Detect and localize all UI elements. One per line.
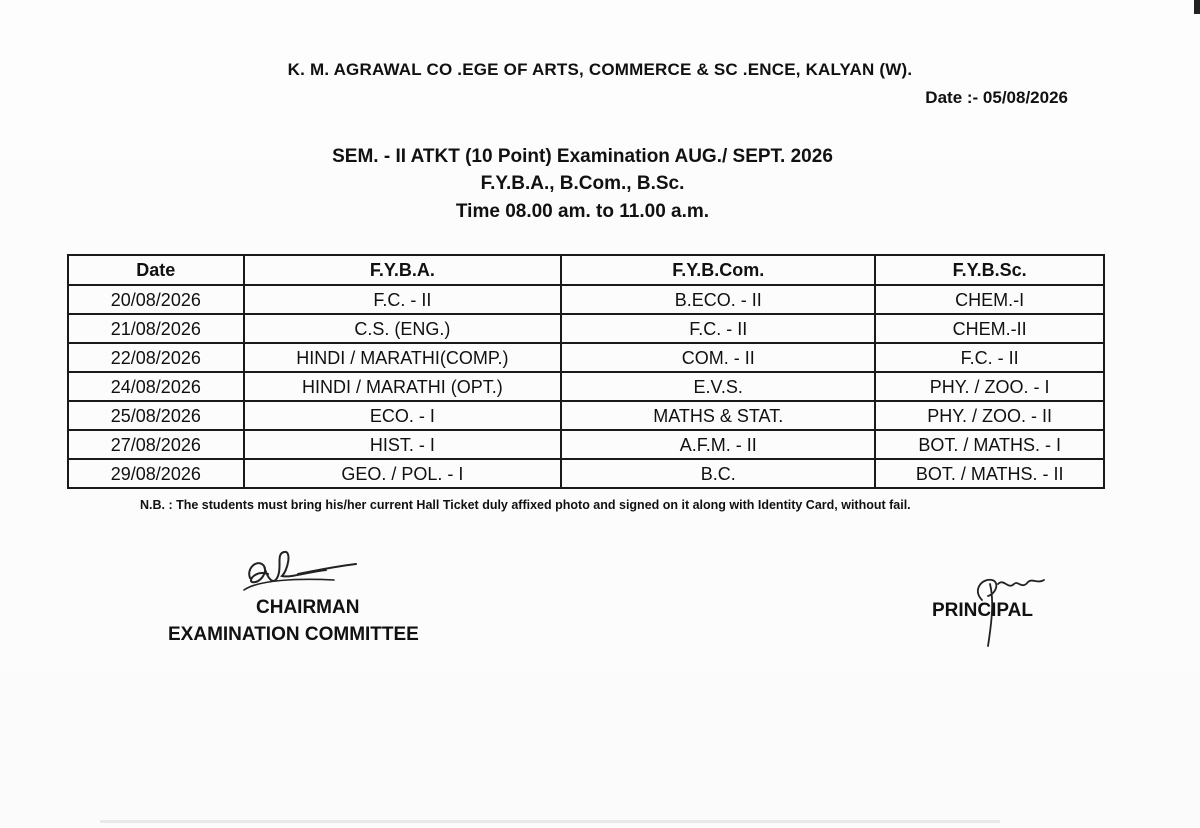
- cell-fyba: C.S. (ENG.): [244, 314, 562, 343]
- cell-date: 25/08/2026: [68, 401, 244, 430]
- cell-fyba: ECO. - I: [244, 401, 562, 430]
- cell-fybsc: BOT. / MATHS. - II: [875, 459, 1104, 488]
- cell-fybsc: BOT. / MATHS. - I: [875, 430, 1104, 459]
- exam-title: SEM. - II ATKT (10 Point) Examination AUG./ SEPT. 2026: [332, 146, 833, 167]
- cell-fybsc: F.C. - II: [875, 343, 1104, 372]
- notice-date: Date :- 05/08/2026: [925, 88, 1068, 107]
- cell-fybcom: F.C. - II: [561, 314, 875, 343]
- table-row: [68, 401, 1104, 430]
- cell-fybcom: B.C.: [561, 459, 875, 488]
- cell-fyba: HINDI / MARATHI(COMP.): [244, 343, 562, 372]
- column-header-date: Date: [68, 255, 244, 285]
- principal-title: PRINCIPAL: [932, 600, 1033, 621]
- cell-fyba: GEO. / POL. - I: [244, 459, 562, 488]
- column-header-fybsc: F.Y.B.Sc.: [875, 255, 1104, 285]
- cell-date: 24/08/2026: [68, 372, 244, 401]
- examination-committee-title: EXAMINATION COMMITTEE: [168, 624, 419, 645]
- chairman-title: CHAIRMAN: [256, 597, 360, 618]
- cell-date: 20/08/2026: [68, 285, 244, 314]
- timetable-header-row: [68, 255, 1104, 285]
- column-header-fyba: F.Y.B.A.: [244, 255, 562, 285]
- note-text: N.B. : The students must bring his/her current Hall Ticket duly affixed photo and signed on it along with Identity Card, without fail.: [140, 498, 911, 512]
- cell-fyba: HINDI / MARATHI (OPT.): [244, 372, 562, 401]
- exam-classes: F.Y.B.A., B.Com., B.Sc.: [480, 173, 685, 194]
- cell-fyba: F.C. - II: [244, 285, 562, 314]
- table-row: [68, 372, 1104, 401]
- cell-fybsc: PHY. / ZOO. - I: [875, 372, 1104, 401]
- cell-fybcom: MATHS & STAT.: [561, 401, 875, 430]
- chairman-signature: [238, 540, 368, 600]
- column-header-fybcom: F.Y.B.Com.: [561, 255, 875, 285]
- table-row: [68, 343, 1104, 372]
- cell-fybcom: E.V.S.: [561, 372, 875, 401]
- timetable: [67, 254, 1105, 489]
- cell-fybcom: A.F.M. - II: [561, 430, 875, 459]
- exam-time: Time 08.00 am. to 11.00 a.m.: [455, 201, 710, 222]
- cell-fybsc: CHEM.-II: [875, 314, 1104, 343]
- cell-date: 27/08/2026: [68, 430, 244, 459]
- cell-date: 21/08/2026: [68, 314, 244, 343]
- table-row: [68, 285, 1104, 314]
- cell-date: 22/08/2026: [68, 343, 244, 372]
- table-row: [68, 314, 1104, 343]
- cell-fybsc: PHY. / ZOO. - II: [875, 401, 1104, 430]
- cell-fyba: HIST. - I: [244, 430, 562, 459]
- cell-fybcom: COM. - II: [561, 343, 875, 372]
- page-bottom-edge: [100, 820, 1000, 823]
- scan-corner-mark: [1194, 0, 1200, 14]
- college-name: K. M. AGRAWAL CO .EGE OF ARTS, COMMERCE & SC .ENCE, KALYAN (W).: [287, 60, 913, 79]
- cell-date: 29/08/2026: [68, 459, 244, 488]
- table-row: [68, 430, 1104, 459]
- cell-fybsc: CHEM.-I: [875, 285, 1104, 314]
- cell-fybcom: B.ECO. - II: [561, 285, 875, 314]
- table-row: [68, 459, 1104, 488]
